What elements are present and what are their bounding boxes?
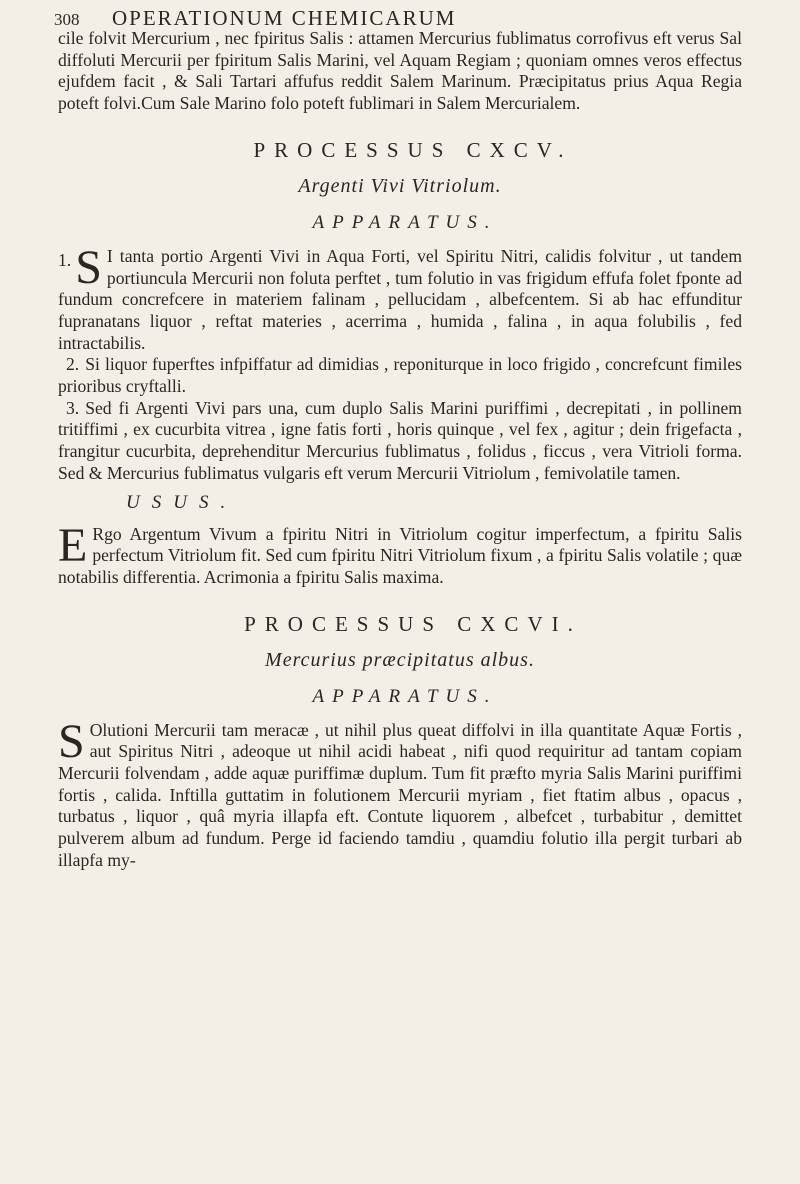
process-196-apparatus-heading: APPARATUS. — [312, 685, 498, 707]
apparatus-item-3 — [58, 398, 742, 485]
process-195-apparatus-heading: APPARATUS. — [312, 211, 498, 233]
apparatus-item-1 — [58, 240, 742, 355]
page-number: 308 — [54, 10, 80, 29]
usus-text: Rgo Argentum Vivum a fpiritu Nitri in Vitriolum cogitur imperfectum, a fpiritu Salis perfectum Vitriolum fit. Sed cum fpiritu Nitri Vitriolum fixum , a fpiritu Salis volatile ; quæ notabilis differentia. Acrimonia a fpiritu Salis maxima. — [58, 523, 742, 587]
item-text: Sed fi Argenti Vivi pars una, cum duplo Salis Marini puriffimi , decrepitati , in pollinem tritiffimi , ex cucurbita vitrea , igne fatis forti , horis quinque , vel fex , agitur ; dein frigefacta , frangitur cucurbita, deprehenditur Mercurius fublimatus , folidus , ficcus , vera Vitrioli forma. Sed & Mercurius fublimatus vulgaris eft verum Mercurii Vitriolum , femivolatile tamen. — [58, 397, 742, 483]
process-195-heading: PROCESSUS CXCV. — [253, 137, 573, 162]
item-number: 2. — [66, 354, 80, 375]
intro-paragraph: cile folvit Mercurium , nec fpiritus Salis : attamen Mercurius fublimatus corrofivus eft verus Sal diffoluti Mercurii per fpiritum Salis Marini, vel Aquam Regiam ; quoniam omnes veros effectus ejufdem facit , & Sali Tartari affufus reddit Salem Marinum. Præcipitatus prius Aqua Regia poteft folvi.Cum Sale Marino folo poteft fublimari in Salem Mercurialem. — [58, 28, 742, 114]
item-number: 3. — [66, 397, 80, 418]
process-196-subtitle: Mercurius præcipitatus albus. — [265, 648, 535, 671]
apparatus-item-2 — [58, 354, 742, 397]
item-number: 1. — [58, 249, 72, 270]
drop-cap: E — [58, 518, 88, 572]
process-196-heading: PROCESSUS CXCVI. — [244, 611, 582, 636]
item-text: I tanta portio Argenti Vivi in Aqua Forti, vel Spiritu Nitri, calidis folvitur , ut tandem portiuncula Mercurii non foluta perftet , tum folutio in vas frigidum effufa folet fponte ad fundum concrefcere in materiem falinam , pellucidam , albefcentem. Si ab hac effunditur fupranatans liquor , reftat materies , acerrima , humida , falina , in aqua folubilis , fed intractabilis. — [58, 245, 742, 353]
process-196-paragraph — [58, 714, 742, 872]
running-header — [54, 6, 742, 28]
process-196-text: Olutioni Mercurii tam meracæ , ut nihil plus queat diffolvi in illa quantitate Aquæ Fortis , aut Spiritus Nitri , adeoque ut nihil acidi habeat , nifi quod requiritur ad tantam copiam Mercurii folvendam , adde aquæ puriffimæ duplum. Tum fit præfto myria Salis Marini puriffimi fortis , calida. Inftilla guttatim in folutionem Mercurii myriam , fiet ftatim albus , opacus , turbatus , liquor , quâ myria illapfa eft. Contute liquorem , albefcet , turbabitur , demittet pulverem album ad fundum. Perge id faciendo tamdiu , quamdiu folutio illa pergit turbari ab illapfa my- — [58, 719, 742, 870]
item-text: Si liquor fuperftes infpiffatur ad dimidias , reponiturque in loco frigido , concrefcunt fimiles prioribus cryftalli. — [58, 354, 742, 397]
usus-paragraph — [58, 518, 742, 589]
process-195-subtitle: Argenti Vivi Vitriolum. — [298, 174, 502, 197]
drop-cap: S — [75, 240, 102, 294]
drop-cap: S — [58, 714, 85, 768]
running-title: OPERATIONUM CHEMICARUM — [112, 6, 457, 30]
usus-heading: USUS. — [126, 491, 238, 513]
